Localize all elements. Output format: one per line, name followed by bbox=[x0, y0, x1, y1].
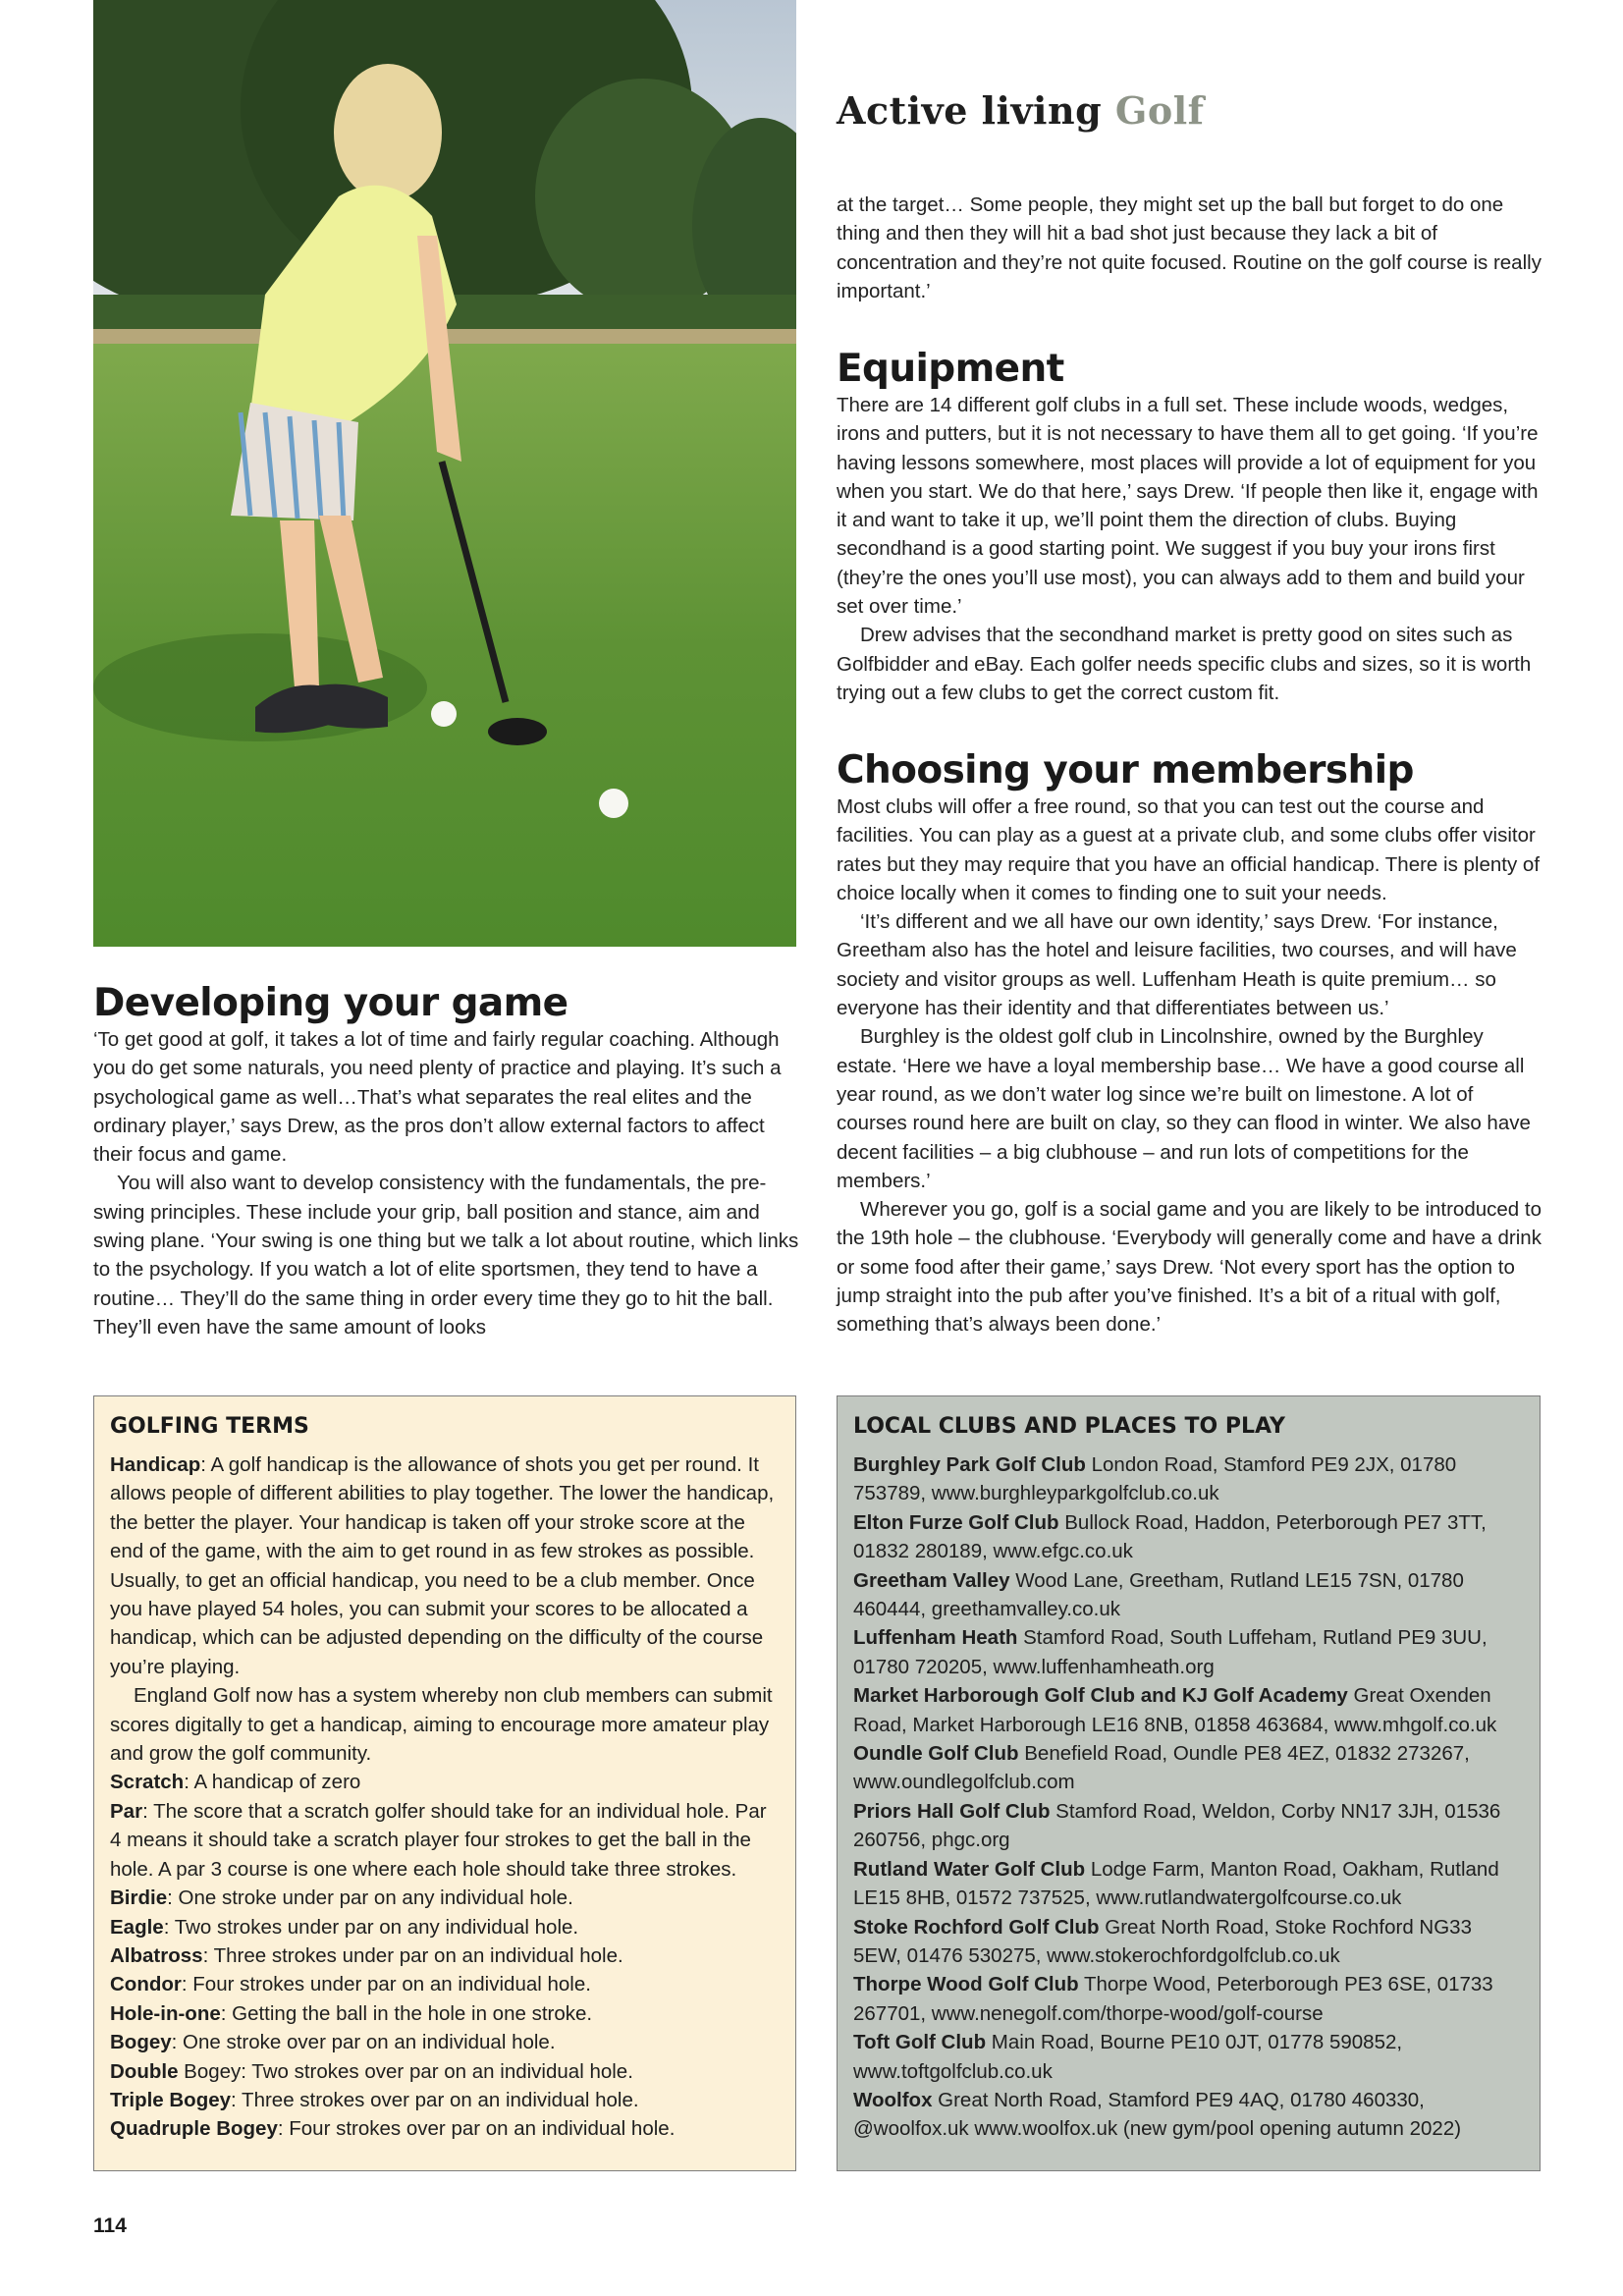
club-details: Bullock Road, Haddon, Peterborough PE7 3TT, 01832 280189, www.efgc.co.uk bbox=[853, 1510, 1487, 1563]
golfing-terms-box bbox=[93, 1395, 796, 2171]
term-name: Triple Bogey bbox=[110, 2088, 232, 2111]
equipment-heading: Equipment bbox=[837, 347, 1064, 391]
club-name: Stoke Rochford Golf Club bbox=[853, 1915, 1100, 1939]
golf-ball bbox=[599, 789, 628, 818]
club-entry bbox=[853, 2086, 1524, 2144]
club-details: Lodge Farm, Manton Road, Oakham, Rutland LE15 8HB, 01572 737525, www.rutlandwatergolfcourse.co.uk bbox=[853, 1857, 1499, 1910]
term-entry bbox=[110, 2114, 780, 2143]
term-name: Quadruple Bogey bbox=[110, 2117, 278, 2141]
local-clubs-heading: LOCAL CLUBS AND PLACES TO PLAY bbox=[853, 1414, 1285, 1439]
term-name: Albatross bbox=[110, 1943, 203, 1967]
term-definition: : A handicap of zero bbox=[184, 1771, 361, 1794]
golf-ball-at-club bbox=[431, 701, 457, 727]
handicap-note: England Golf now has a system whereby non club members can submit scores digitally to get a handicap, aiming to encourage more amateur play and grow the golf community. bbox=[110, 1684, 773, 1766]
term-name: Scratch bbox=[110, 1771, 185, 1794]
membership-paragraph: Burghley is the oldest golf club in Lincolnshire, owned by the Burghley estate. ‘Here we have a loyal membership base… We have a good course all year round, as we don’t water log since we’re built on limestone. A lot of courses round here are built on clay, so they can flood in winter. We also have decent facilities – a big clubhouse – and run lots of competitions for the members.’ bbox=[837, 1025, 1531, 1192]
club-name: Burghley Park Golf Club bbox=[853, 1453, 1086, 1476]
term-entry bbox=[110, 2028, 780, 2056]
club-details: Great North Road, Stamford PE9 4AQ, 01780 460330, @woolfox.uk www.woolfox.uk (new gym/pool opening autumn 2022) bbox=[853, 2088, 1462, 2141]
clubs-list bbox=[853, 1450, 1524, 2144]
developing-heading: Developing your game bbox=[93, 981, 568, 1025]
term-definition: : Four strokes under par on an individual hole. bbox=[181, 1973, 591, 1996]
golfing-terms-heading: GOLFING TERMS bbox=[110, 1414, 309, 1439]
club-details: Wood Lane, Greetham, Rutland LE15 7SN, 01780 460444, greethamvalley.co.uk bbox=[853, 1568, 1464, 1621]
club-entry bbox=[853, 1970, 1524, 2028]
term-entry bbox=[110, 1450, 780, 1681]
term-entry bbox=[110, 1884, 780, 1912]
club-details: London Road, Stamford PE9 2JX, 01780 753789, www.burghleyparkgolfclub.co.uk bbox=[853, 1453, 1457, 1505]
terms-list bbox=[110, 1768, 780, 2143]
membership-paragraph: Most clubs will offer a free round, so that you can test out the course and facilities. You can play as a guest at a private club, and some clubs offer visitor rates but they may require that you have an official handicap. There is plenty of choice locally when it comes to finding one to suit your needs. bbox=[837, 795, 1541, 904]
term-definition: : Three strokes over par on an individual hole. bbox=[231, 2088, 639, 2111]
term-entry bbox=[110, 1941, 780, 1970]
club-name: Thorpe Wood Golf Club bbox=[853, 1973, 1079, 1996]
club-details: Main Road, Bourne PE10 0JT, 01778 590852, www.toftgolfclub.co.uk bbox=[853, 2031, 1403, 2083]
club-details: Benefield Road, Oundle PE8 4EZ, 01832 273267, www.oundlegolfclub.com bbox=[853, 1742, 1470, 1794]
equipment-paragraph: There are 14 different golf clubs in a full set. These include woods, wedges, irons and putters, but it is not necessary to have them all to get going. ‘If you’re having lessons somewhere, most places will provide a lot of equipment for you when you start. We do that here,’ says Drew. ‘If people then like it, engage with it and want to take it up, we’ll point them the direction of clubs. Buying secondhand is a good starting point. We suggest if you buy your irons first (they’re the ones you’ll use most), you can always add to them and build your set over time.’ bbox=[837, 394, 1539, 619]
club-details: Stamford Road, South Luffeham, Rutland PE9 3UU, 01780 720205, www.luffenhamheath.org bbox=[853, 1626, 1488, 1678]
club-entry bbox=[853, 1450, 1524, 1508]
developing-section bbox=[93, 982, 800, 1341]
page-number: 114 bbox=[93, 2214, 127, 2237]
intro-continued-paragraph: at the target… Some people, they might set up the ball but forget to do one thing and then they will hit a bad shot just because they lack a bit of concentration and they’re not quite focused. Routine on the golf course is really important.’ bbox=[837, 193, 1542, 302]
term-definition: : One stroke under par on any individual hole. bbox=[167, 1886, 573, 1910]
club-entry bbox=[853, 1508, 1524, 1566]
term-entry bbox=[110, 1913, 780, 1941]
term-entry bbox=[110, 1999, 780, 2028]
term-name: Double bbox=[110, 2059, 179, 2083]
term-name: Par bbox=[110, 1799, 143, 1823]
term-name: Eagle bbox=[110, 1915, 164, 1939]
club-entry bbox=[853, 1797, 1524, 1855]
club-name: Luffenham Heath bbox=[853, 1626, 1018, 1650]
equipment-section bbox=[837, 348, 1543, 707]
membership-heading: Choosing your membership bbox=[837, 748, 1414, 793]
club-details: Great North Road, Stoke Rochford NG33 5EW, 01476 530275, www.stokerochfordgolfclub.co.uk bbox=[853, 1915, 1472, 1967]
term-definition: Bogey: Two strokes over par on an individual hole. bbox=[178, 2059, 633, 2083]
club-entry bbox=[853, 1681, 1524, 1739]
golf-photo bbox=[93, 0, 796, 947]
club-name: Woolfox bbox=[853, 2088, 933, 2111]
club-details: Thorpe Wood, Peterborough PE3 6SE, 01733 267701, www.nenegolf.com/thorpe-wood/golf-course bbox=[853, 1973, 1493, 2025]
club-name: Oundle Golf Club bbox=[853, 1742, 1019, 1766]
club-details: Great Oxenden Road, Market Harborough LE16 8NB, 01858 463684, www.mhgolf.co.uk bbox=[853, 1684, 1497, 1736]
club-name: Elton Furze Golf Club bbox=[853, 1510, 1059, 1534]
club-entry bbox=[853, 1855, 1524, 1913]
club-entry bbox=[853, 1623, 1524, 1681]
club-name: Toft Golf Club bbox=[853, 2031, 987, 2054]
term-definition: : Four strokes over par on an individual hole. bbox=[277, 2117, 676, 2141]
club-entry bbox=[853, 1566, 1524, 1624]
term-definition: : Three strokes under par on an individual hole. bbox=[202, 1943, 623, 1967]
term-entry bbox=[110, 2057, 780, 2086]
section-title: Active living bbox=[837, 88, 1103, 133]
term-definition: : One stroke over par on an individual hole. bbox=[171, 2031, 556, 2054]
term-name: Condor bbox=[110, 1973, 182, 1996]
term-entry bbox=[110, 1768, 780, 1796]
club-entry bbox=[853, 2028, 1524, 2086]
term-definition: : The score that a scratch golfer should take for an individual hole. Par 4 means it should take a scratch player four strokes to get the ball in the hole. A par 3 course is one where each hole should take three strokes. bbox=[110, 1799, 767, 1881]
term-entry bbox=[110, 1970, 780, 1998]
equipment-paragraph: Drew advises that the secondhand market is pretty good on sites such as Golfbidder and eBay. Each golfer needs specific clubs and sizes, so it is worth trying out a few clubs to get the correct custom fit. bbox=[837, 624, 1532, 704]
local-clubs-box bbox=[837, 1395, 1541, 2171]
club-name: Market Harborough Golf Club and KJ Golf Academy bbox=[853, 1684, 1348, 1708]
term-name: Handicap bbox=[110, 1453, 201, 1476]
term-name: Hole-in-one bbox=[110, 2001, 221, 2025]
term-entry bbox=[110, 1797, 780, 1884]
term-entry bbox=[110, 2086, 780, 2114]
membership-section bbox=[837, 749, 1548, 1339]
page-header bbox=[837, 88, 1205, 133]
developing-paragraph: ‘To get good at golf, it takes a lot of time and fairly regular coaching. Although you do get some naturals, you need plenty of practice and playing. It’s such a psychological game as well…That’s what separates the real elites and the ordinary player,’ says Drew, as the pros don’t allow external factors to affect their focus and game. bbox=[93, 1028, 782, 1167]
membership-paragraph: Wherever you go, golf is a social game and you are likely to be introduced to the 19th hole – the clubhouse. ‘Everybody will generally come and have a drink or some food after their game,’ says Drew. ‘Not every sport has the option to jump straight into the pub after you’ve finished. It’s a bit of a ritual with golf, something that’s always been done.’ bbox=[837, 1198, 1542, 1337]
term-definition: : A golf handicap is the allowance of shots you get per round. It allows people of different abilities to play together. The lower the handicap, the better the player. Your handicap is taken off your stroke score at the end of the game, with the aim to get round in as few strokes as possible. Usually, to get an official handicap, you need to be a club member. Once you have played 54 holes, you can submit your scores to be allocated a handicap, which can be adjusted depending on the difficulty of the course you’re playing. bbox=[110, 1453, 775, 1678]
club-name: Greetham Valley bbox=[853, 1568, 1010, 1592]
section-topic: Golf bbox=[1114, 88, 1205, 133]
term-definition: : Two strokes under par on any individual hole. bbox=[163, 1915, 579, 1939]
term-definition: : Getting the ball in the hole in one stroke. bbox=[220, 2001, 593, 2025]
club-entry bbox=[853, 1739, 1524, 1797]
term-name: Birdie bbox=[110, 1886, 168, 1910]
club-name: Priors Hall Golf Club bbox=[853, 1799, 1051, 1823]
club-entry bbox=[853, 1913, 1524, 1971]
term-name: Bogey bbox=[110, 2031, 172, 2054]
club-name: Rutland Water Golf Club bbox=[853, 1857, 1086, 1881]
intro-continued-column bbox=[837, 191, 1543, 305]
club-details: Stamford Road, Weldon, Corby NN17 3JH, 01536 260756, phgc.org bbox=[853, 1799, 1501, 1852]
developing-paragraph: You will also want to develop consistency with the fundamentals, the pre-swing principles. These include your grip, ball position and stance, aim and swing plane. ‘Your swing is one thing but we talk a lot about routine, which links to the psychology. If you watch a lot of elite sportsmen, they tend to have a routine… They’ll do the same thing in order every time they go to hit the ball. They’ll even have the same amount of looks bbox=[93, 1172, 799, 1339]
membership-paragraph: ‘It’s different and we all have our own identity,’ says Drew. ‘For instance, Greetham also has the hotel and leisure facilities, two courses, and will have society and visitor groups as well. Luffenham Heath is quite premium… so everyone has their identity and that differentiates between us.’ bbox=[837, 910, 1517, 1020]
